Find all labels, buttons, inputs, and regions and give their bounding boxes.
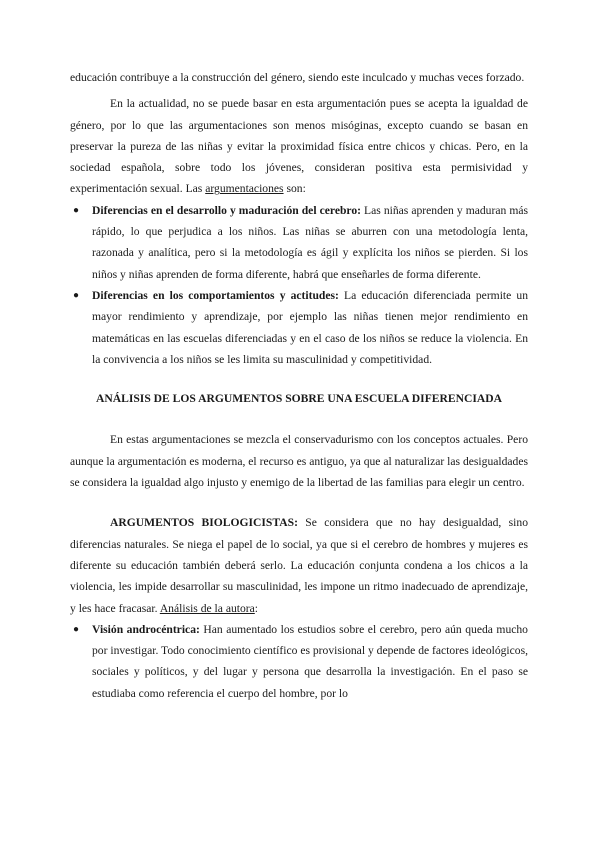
paragraph-intro: educación contribuye a la construcción del género, siendo este inculcado y muchas veces forzado. — [70, 71, 525, 84]
bullet-list-vision — [70, 619, 528, 704]
bullet-icon: ● — [73, 204, 80, 216]
paragraph-biologicistas-end: : — [254, 601, 259, 615]
paragraph-actualidad-end: son: — [283, 182, 306, 196]
list-item-title: Diferencias en los comportamientos y actitudes: — [92, 288, 339, 302]
analisis-autora-link: Análisis de la autora — [159, 601, 255, 615]
biologicistas-title: ARGUMENTOS BIOLOGICISTAS: — [110, 516, 298, 530]
bullet-icon: ● — [73, 623, 80, 635]
bullet-list-diferencias — [70, 200, 528, 370]
document-body — [70, 67, 528, 704]
list-item-text: Las niñas aprenden y maduran más rápido, lo que perjudica a los niños. Las niñas se aburren con una metodología lenta, razonada y analítica, pero si la metodología es ágil y explícita los niños se pierden. Si los niños y niñas aprenden de forma diferente, habrá que enseñarles de forma diferente. — [92, 203, 528, 281]
bullet-icon: ● — [73, 289, 80, 301]
list-item-text: Han aumentado los estudios sobre el cerebro, pero aún queda mucho por investigar. Todo conocimiento científico es provisional y depende de factores ideológicos, sociales y políticos, y del lugar y persona que desarrolla la investigación. En el paso se estudiaba como referencia el cuerpo del hombre, por lo — [92, 622, 528, 700]
paragraph-actualidad — [70, 93, 528, 199]
paragraph-actualidad-text: En la actualidad, no se puede basar en esta argumentación pues se acepta la igualdad de género, por lo que las argumentaciones son menos misóginas, excepto cuando se basan en preservar la pureza de las niñas y evitar la proximidad física entre chicos y chicas. Pero, en la sociedad española, sobre todo los jóvenes, consideran positiva esta permisividad y experimentación sexual. Las — [70, 97, 528, 196]
section-heading: ANÁLISIS DE LOS ARGUMENTOS SOBRE UNA ESCUELA DIFERENCIADA — [96, 392, 502, 406]
list-item-title: Visión androcéntrica: — [92, 622, 200, 636]
list-item — [70, 619, 528, 704]
list-item-text: La educación diferenciada permite un mayor rendimiento y aprendizaje, por ejemplo las niñas tienen mejor rendimiento en matemáticas en las escuelas diferenciadas y en el caso de los niños se reduce la violencia. En la convivencia a los niños se les limita su masculinidad y competitividad. — [92, 288, 528, 366]
paragraph-analisis: En estas argumentaciones se mezcla el conservadurismo con los conceptos actuales. Pero aunque la argumentación es moderna, el recurso es antiguo, ya que al naturalizar las desigualdades se considera la igualdad algo injusto y enemigo de la libertad de las familias para elegir un centro. — [70, 433, 528, 490]
list-item-title: Diferencias en el desarrollo y maduración del cerebro: — [92, 203, 362, 217]
paragraph-biologicistas — [70, 512, 528, 618]
paragraph-biologicistas-text: Se considera que no hay desigualdad, sino diferencias naturales. Se niega el papel de lo social, ya que si el cerebro de hombres y mujeres es diferente su educación también deberá serlo. La educación conjunta condena a los chicos a la violencia, les impide desarrollar su masculinidad, les impone un ritmo inadecuado de aprendizaje, y les hace fracasar. — [70, 516, 528, 615]
spacer — [70, 493, 528, 512]
list-item — [70, 285, 528, 370]
list-item — [70, 200, 528, 285]
argumentaciones-link: argumentaciones — [205, 182, 284, 196]
